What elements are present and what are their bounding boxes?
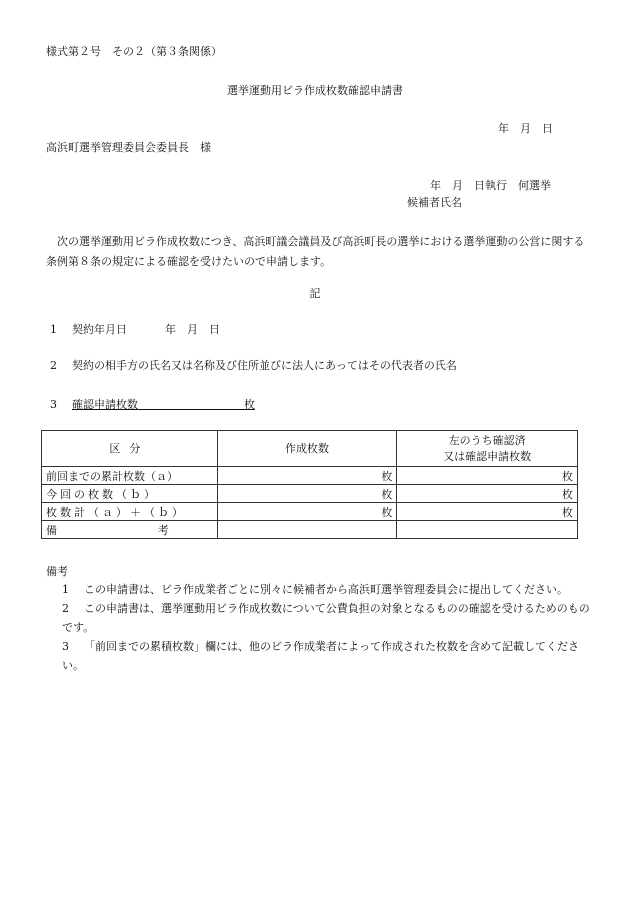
ki-heading: 記 xyxy=(309,287,321,300)
form-number: 様式第２号 その２（第３条関係） xyxy=(46,45,222,58)
count-blank-field xyxy=(138,397,244,410)
recipient: 高浜町選挙管理委員会委員長 様 xyxy=(46,141,211,154)
note-item xyxy=(62,599,592,637)
application-date: 年 月 日 xyxy=(498,122,553,135)
note-item xyxy=(62,637,592,675)
produced-count-cell: 枚 xyxy=(217,503,397,521)
election-line: 年 月 日執行 何選挙 xyxy=(430,179,551,192)
produced-count-cell: 枚 xyxy=(217,485,397,503)
produced-count-cell: 枚 xyxy=(217,467,397,485)
row-label: 枚数計（ａ）＋（ｂ） xyxy=(42,503,218,521)
item-unit: 枚 xyxy=(244,398,255,411)
note-text: この申請書は、ビラ作成業者ごとに別々に候補者から高浜町選挙管理委員会に提出してください。 xyxy=(84,583,568,596)
notes-heading: 備考 xyxy=(46,565,68,578)
header-confirmed-count: 左のうち確認済 又は確認申請枚数 xyxy=(397,431,578,467)
count-table xyxy=(41,430,578,539)
item-label: 契約の相手方の氏名又は名称及び住所並びに法人にあってはその代表者の氏名 xyxy=(72,359,457,372)
header-category: 区分 xyxy=(42,431,218,467)
table-row xyxy=(42,503,578,521)
row-label: 前回までの累計枚数（ａ） xyxy=(42,467,218,485)
table-row xyxy=(42,485,578,503)
item-contract-date xyxy=(50,323,220,337)
item-number: 1 xyxy=(50,323,57,336)
item-label: 確認申請枚数 xyxy=(72,398,138,411)
item-number: 3 xyxy=(50,398,57,411)
confirmed-count-cell: 枚 xyxy=(397,467,578,485)
candidate-name-label: 候補者氏名 xyxy=(407,196,462,209)
remarks-label: 備 考 xyxy=(42,521,218,539)
item-number: 2 xyxy=(50,359,57,372)
document-title: 選挙運動用ビラ作成枚数確認申請書 xyxy=(227,84,403,97)
item-counterparty xyxy=(50,359,457,373)
item-label: 契約年月日 xyxy=(72,323,127,336)
item-requested-count xyxy=(50,397,255,412)
confirmed-count-cell: 枚 xyxy=(397,485,578,503)
note-number: 1 xyxy=(62,583,69,596)
body-text: 次の選挙運動用ビラ作成枚数につき、高浜町議会議員及び高浜町長の選挙における選挙運動の公営に関する条例第８条の規定による確認を受けたいので申請します。 xyxy=(46,235,585,268)
remarks-cell xyxy=(217,521,397,539)
table-row-remarks xyxy=(42,521,578,539)
table-header-row xyxy=(42,431,578,467)
confirmed-count-cell: 枚 xyxy=(397,503,578,521)
note-text: この申請書は、選挙運動用ビラ作成枚数について公費負担の対象となるものの確認を受けるためのものです。 xyxy=(62,602,590,634)
table-row xyxy=(42,467,578,485)
remarks-cell xyxy=(397,521,578,539)
contract-date-fields: 年 月 日 xyxy=(165,323,220,336)
note-item xyxy=(62,580,592,599)
note-number: 3 xyxy=(62,640,69,653)
note-number: 2 xyxy=(62,602,69,615)
row-label: 今回の枚数（ｂ） xyxy=(42,485,218,503)
header-produced-count: 作成枚数 xyxy=(217,431,397,467)
note-text: 「前回までの累積枚数」欄には、他のビラ作成業者によって作成された枚数を含めて記載してください。 xyxy=(62,640,579,672)
